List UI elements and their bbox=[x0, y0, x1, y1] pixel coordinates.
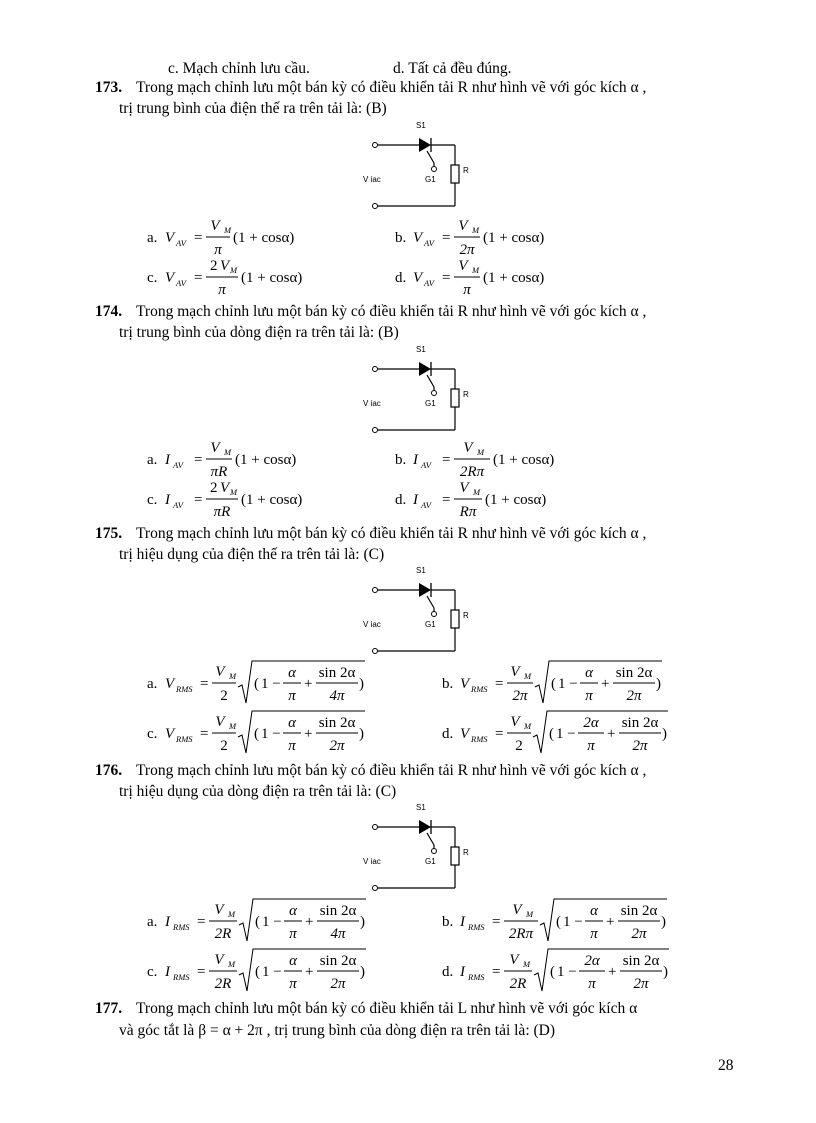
i-symbol: I bbox=[165, 452, 170, 468]
resistor-symbol bbox=[451, 610, 459, 628]
den-pi: π bbox=[288, 688, 296, 704]
equals: = bbox=[495, 726, 504, 742]
page-number: 28 bbox=[718, 1057, 734, 1074]
i-symbol: I bbox=[460, 964, 465, 980]
sub-m: M bbox=[524, 671, 532, 681]
load-label: R bbox=[463, 390, 469, 399]
num-v: V bbox=[214, 952, 224, 968]
i-symbol: I bbox=[460, 914, 465, 930]
question-text: Trong mạch chỉnh lưu một bán kỳ có điều khiển tải R như hình vẽ với góc kích α , bbox=[136, 303, 647, 320]
option-label-a: a. bbox=[147, 914, 158, 930]
terminal-bottom bbox=[373, 204, 378, 209]
i-symbol: I bbox=[413, 492, 418, 508]
option-label-c: c. bbox=[147, 964, 158, 980]
one-plus-cos: (1 + cosα) bbox=[235, 452, 297, 468]
sub-rms: RMS bbox=[176, 684, 193, 694]
num-2: 2 bbox=[210, 258, 218, 274]
den-2pi: 2π bbox=[626, 688, 642, 704]
den-pi: π bbox=[289, 926, 297, 942]
equals: = bbox=[495, 676, 504, 692]
num-2: 2 bbox=[210, 480, 218, 496]
num-sin2a: sin 2α bbox=[318, 715, 356, 731]
plus: + bbox=[305, 914, 314, 930]
num-v: V bbox=[458, 218, 468, 234]
num-2alpha: 2α bbox=[584, 953, 600, 969]
one-plus-cos: (1 + cosα) bbox=[241, 270, 303, 286]
one-minus: 1 − bbox=[556, 726, 576, 742]
question-176 bbox=[95, 761, 646, 780]
svg-text:): ) bbox=[359, 726, 364, 742]
thyristor-symbol bbox=[419, 820, 431, 834]
scr-circuit-diagram bbox=[355, 800, 475, 895]
sub-m: M bbox=[523, 959, 531, 969]
option-label-b: b. bbox=[395, 230, 407, 246]
gate-terminal bbox=[432, 167, 437, 172]
den-2pi: 2π bbox=[632, 738, 648, 754]
equals: = bbox=[492, 964, 501, 980]
num-v: V bbox=[463, 440, 473, 456]
option-label-d: d. bbox=[395, 270, 407, 286]
equals: = bbox=[200, 676, 209, 692]
question-text: Trong mạch chỉnh lưu một bán kỳ có điều khiển tải R như hình vẽ với góc kích α , bbox=[136, 79, 647, 96]
sub-av: AV bbox=[176, 238, 186, 248]
sub-av: AV bbox=[173, 500, 183, 510]
sub-m: M bbox=[230, 487, 238, 497]
equals: = bbox=[194, 270, 203, 286]
num-v: V bbox=[215, 714, 225, 730]
den-2pi: 2π bbox=[330, 976, 346, 992]
svg-text:): ) bbox=[360, 914, 365, 930]
thyristor-symbol bbox=[419, 362, 431, 376]
den-2r: 2R bbox=[509, 976, 527, 992]
sub-av: AV bbox=[424, 278, 434, 288]
one-plus-cos: (1 + cosα) bbox=[485, 492, 547, 508]
resistor-symbol bbox=[451, 847, 459, 865]
sub-rms: RMS bbox=[468, 922, 485, 932]
equals: = bbox=[197, 964, 206, 980]
question-174-line2: trị trung bình của dòng điện ra trên tải là: (B) bbox=[119, 324, 399, 341]
terminal-top bbox=[373, 143, 378, 148]
v-symbol: V bbox=[165, 726, 175, 742]
one-minus: 1 − bbox=[262, 964, 282, 980]
svg-text:(: ( bbox=[255, 964, 260, 980]
q173-options bbox=[140, 210, 580, 300]
num-alpha: α bbox=[585, 665, 593, 681]
source-label: V iac bbox=[363, 857, 381, 866]
sub-av: AV bbox=[176, 278, 186, 288]
question-number: 173. bbox=[95, 79, 123, 96]
den-pir: πR bbox=[210, 464, 228, 480]
sub-rms: RMS bbox=[471, 684, 488, 694]
svg-text:): ) bbox=[359, 676, 364, 692]
sub-rms: RMS bbox=[173, 972, 190, 982]
option-label-a: a. bbox=[147, 230, 158, 246]
one-plus-cos: (1 + cosα) bbox=[241, 492, 303, 508]
num-v: V bbox=[510, 714, 520, 730]
question-174 bbox=[95, 302, 646, 321]
den-2rpi: 2Rπ bbox=[508, 926, 534, 942]
plus: + bbox=[607, 726, 616, 742]
den-2: 2 bbox=[515, 738, 523, 754]
sub-m: M bbox=[477, 447, 485, 457]
num-alpha: α bbox=[288, 715, 296, 731]
den-2pi: 2π bbox=[631, 926, 647, 942]
den-2rpi: 2Rπ bbox=[459, 464, 485, 480]
sub-rms: RMS bbox=[468, 972, 485, 982]
i-symbol: I bbox=[165, 914, 170, 930]
option-label-b: b. bbox=[442, 914, 454, 930]
equals: = bbox=[442, 230, 451, 246]
question-177 bbox=[95, 999, 637, 1018]
den-pi: π bbox=[587, 738, 595, 754]
num-v: V bbox=[210, 440, 220, 456]
sub-m: M bbox=[229, 671, 237, 681]
sub-m: M bbox=[473, 487, 481, 497]
den-pi: π bbox=[588, 976, 596, 992]
equals: = bbox=[442, 452, 451, 468]
g1-label: G1 bbox=[425, 620, 436, 629]
den-2pi: 2π bbox=[459, 242, 475, 258]
num-v: V bbox=[215, 664, 225, 680]
option-label-d: d. bbox=[442, 726, 454, 742]
i-symbol: I bbox=[165, 964, 170, 980]
question-number: 176. bbox=[95, 762, 123, 779]
num-2alpha: 2α bbox=[583, 715, 599, 731]
i-symbol: I bbox=[165, 492, 170, 508]
svg-text:(: ( bbox=[254, 676, 259, 692]
svg-text:): ) bbox=[662, 726, 667, 742]
plus: + bbox=[304, 726, 313, 742]
scr-circuit-diagram bbox=[355, 118, 475, 213]
s1-label: S1 bbox=[416, 566, 426, 575]
s1-label: S1 bbox=[416, 121, 426, 130]
equals: = bbox=[194, 492, 203, 508]
sub-av: AV bbox=[421, 460, 431, 470]
one-plus-cos: (1 + cosα) bbox=[493, 452, 555, 468]
svg-text:(: ( bbox=[549, 726, 554, 742]
num-v: V bbox=[210, 218, 220, 234]
question-text: Trong mạch chỉnh lưu một bán kỳ có điều khiển tải L như hình vẽ với góc kích α bbox=[136, 1000, 638, 1017]
num-sin2a: sin 2α bbox=[615, 665, 653, 681]
thyristor-symbol bbox=[419, 138, 431, 152]
plus: + bbox=[305, 964, 314, 980]
one-plus-cos: (1 + cosα) bbox=[483, 230, 545, 246]
load-label: R bbox=[463, 848, 469, 857]
num-v: V bbox=[509, 952, 519, 968]
sub-m: M bbox=[526, 909, 534, 919]
option-label-d: d. bbox=[395, 492, 407, 508]
den-pi: π bbox=[218, 282, 226, 298]
one-plus-cos: (1 + cosα) bbox=[483, 270, 545, 286]
g1-label: G1 bbox=[425, 857, 436, 866]
scr-circuit-diagram bbox=[355, 563, 475, 658]
source-label: V iac bbox=[363, 620, 381, 629]
equals: = bbox=[197, 914, 206, 930]
den-rpi: Rπ bbox=[459, 504, 477, 520]
sub-m: M bbox=[524, 721, 532, 731]
load-label: R bbox=[463, 166, 469, 175]
option-c-bridge: c. Mạch chỉnh lưu cầu. bbox=[168, 60, 310, 77]
den-2pi: 2π bbox=[633, 976, 649, 992]
num-v: V bbox=[510, 664, 520, 680]
option-label-a: a. bbox=[147, 676, 158, 692]
den-pi: π bbox=[288, 738, 296, 754]
num-sin2a: sin 2α bbox=[621, 715, 659, 731]
option-d-all-correct: d. Tất cả đều đúng. bbox=[393, 60, 512, 77]
sub-m: M bbox=[230, 265, 238, 275]
s1-label: S1 bbox=[416, 345, 426, 354]
scr-circuit-diagram bbox=[355, 342, 475, 437]
resistor-symbol bbox=[451, 165, 459, 183]
num-sin2a: sin 2α bbox=[622, 953, 660, 969]
den-pi: π bbox=[214, 242, 222, 258]
sub-rms: RMS bbox=[471, 734, 488, 744]
option-label-c: c. bbox=[147, 726, 158, 742]
question-number: 177. bbox=[95, 1000, 123, 1017]
den-pi: π bbox=[590, 926, 598, 942]
source-label: V iac bbox=[363, 399, 381, 408]
question-177-line2: và góc tắt là β = α + 2π , trị trung bình của dòng điện ra trên tải là: (D) bbox=[119, 1022, 556, 1039]
g1-label: G1 bbox=[425, 175, 436, 184]
sub-m: M bbox=[229, 721, 237, 731]
option-label-b: b. bbox=[442, 676, 454, 692]
plus: + bbox=[606, 914, 615, 930]
num-v: V bbox=[459, 480, 469, 496]
sub-m: M bbox=[228, 909, 236, 919]
v-symbol: V bbox=[413, 270, 423, 286]
den-pir: πR bbox=[213, 504, 231, 520]
num-v: V bbox=[512, 902, 522, 918]
v-symbol: V bbox=[460, 676, 470, 692]
svg-text:(: ( bbox=[255, 914, 260, 930]
den-pi: π bbox=[585, 688, 593, 704]
sub-rms: RMS bbox=[173, 922, 190, 932]
num-v: V bbox=[458, 258, 468, 274]
one-plus-cos: (1 + cosα) bbox=[233, 230, 295, 246]
sub-rms: RMS bbox=[176, 734, 193, 744]
question-175 bbox=[95, 524, 646, 543]
option-label-c: c. bbox=[147, 492, 158, 508]
option-label-b: b. bbox=[395, 452, 407, 468]
svg-text:): ) bbox=[656, 676, 661, 692]
den-2: 2 bbox=[220, 688, 228, 704]
den-4pi: 4π bbox=[329, 688, 345, 704]
den-pi: π bbox=[463, 282, 471, 298]
num-sin2a: sin 2α bbox=[620, 903, 658, 919]
sub-av: AV bbox=[424, 238, 434, 248]
sub-m: M bbox=[228, 959, 236, 969]
num-sin2a: sin 2α bbox=[319, 953, 357, 969]
equals: = bbox=[194, 452, 203, 468]
num-alpha: α bbox=[590, 903, 598, 919]
question-number: 175. bbox=[95, 525, 123, 542]
equals: = bbox=[492, 914, 501, 930]
one-minus: 1 − bbox=[262, 914, 282, 930]
i-symbol: I bbox=[413, 452, 418, 468]
num-alpha: α bbox=[289, 903, 297, 919]
den-pi: π bbox=[289, 976, 297, 992]
v-symbol: V bbox=[460, 726, 470, 742]
den-2r: 2R bbox=[214, 926, 232, 942]
q174-options bbox=[140, 432, 580, 522]
sub-av: AV bbox=[173, 460, 183, 470]
svg-text:(: ( bbox=[556, 914, 561, 930]
svg-text:): ) bbox=[360, 964, 365, 980]
den-2: 2 bbox=[220, 738, 228, 754]
sub-m: M bbox=[472, 265, 480, 275]
v-symbol: V bbox=[413, 230, 423, 246]
question-text: Trong mạch chỉnh lưu một bán kỳ có điều khiển tải R như hình vẽ với góc kích α , bbox=[136, 762, 647, 779]
num-alpha: α bbox=[289, 953, 297, 969]
v-symbol: V bbox=[165, 676, 175, 692]
question-text: Trong mạch chỉnh lưu một bán kỳ có điều khiển tải R như hình vẽ với góc kích α , bbox=[136, 525, 647, 542]
q175-options bbox=[140, 655, 700, 755]
equals: = bbox=[442, 270, 451, 286]
svg-text:): ) bbox=[661, 914, 666, 930]
svg-text:(: ( bbox=[550, 964, 555, 980]
v-symbol: V bbox=[165, 270, 175, 286]
svg-text:(: ( bbox=[551, 676, 556, 692]
s1-label: S1 bbox=[416, 803, 426, 812]
option-label-c: c. bbox=[147, 270, 158, 286]
sub-m: M bbox=[472, 225, 480, 235]
one-minus: 1 − bbox=[557, 964, 577, 980]
one-minus: 1 − bbox=[261, 676, 281, 692]
plus: + bbox=[608, 964, 617, 980]
question-175-line2: trị hiệu dụng của điện thế ra trên tải là: (C) bbox=[119, 546, 385, 563]
plus: + bbox=[304, 676, 313, 692]
equals: = bbox=[200, 726, 209, 742]
plus: + bbox=[601, 676, 610, 692]
sub-m: M bbox=[224, 447, 232, 457]
svg-text:(: ( bbox=[254, 726, 259, 742]
one-minus: 1 − bbox=[261, 726, 281, 742]
question-173-line2: trị trung bình của điện thế ra trên tải là: (B) bbox=[119, 100, 387, 117]
source-label: V iac bbox=[363, 175, 381, 184]
num-v: V bbox=[214, 902, 224, 918]
resistor-symbol bbox=[451, 389, 459, 407]
sub-av: AV bbox=[421, 500, 431, 510]
one-minus: 1 − bbox=[563, 914, 583, 930]
num-sin2a: sin 2α bbox=[318, 665, 356, 681]
den-2pi: 2π bbox=[512, 688, 528, 704]
load-label: R bbox=[463, 611, 469, 620]
den-4pi: 4π bbox=[330, 926, 346, 942]
option-label-d: d. bbox=[442, 964, 454, 980]
num-v: V bbox=[220, 258, 230, 274]
equals: = bbox=[442, 492, 451, 508]
den-2pi: 2π bbox=[329, 738, 345, 754]
num-alpha: α bbox=[288, 665, 296, 681]
question-173 bbox=[95, 78, 646, 97]
svg-text:): ) bbox=[663, 964, 668, 980]
equals: = bbox=[194, 230, 203, 246]
one-minus: 1 − bbox=[558, 676, 578, 692]
question-176-line2: trị hiệu dụng của dòng điện ra trên tải là: (C) bbox=[119, 783, 397, 800]
q176-options bbox=[140, 893, 700, 993]
g1-label: G1 bbox=[425, 399, 436, 408]
option-label-a: a. bbox=[147, 452, 158, 468]
question-number: 174. bbox=[95, 303, 123, 320]
thyristor-symbol bbox=[419, 583, 431, 597]
num-sin2a: sin 2α bbox=[319, 903, 357, 919]
v-symbol: V bbox=[165, 230, 175, 246]
sub-m: M bbox=[224, 225, 232, 235]
den-2r: 2R bbox=[214, 976, 232, 992]
num-v: V bbox=[220, 480, 230, 496]
